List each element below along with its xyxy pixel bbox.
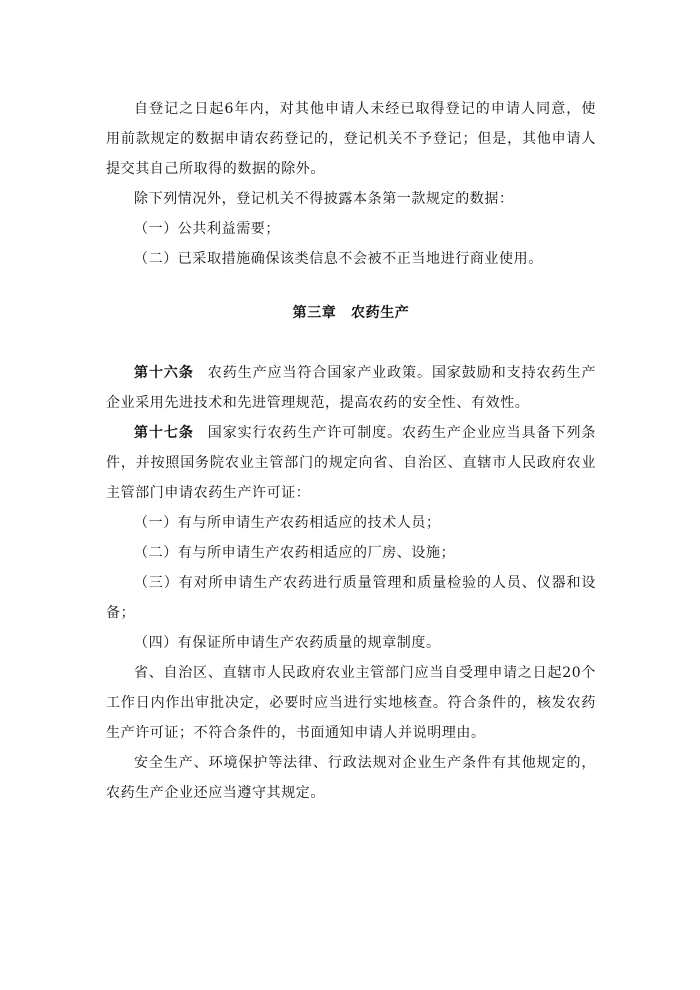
list-item-public-interest: （一）公共利益需要； <box>134 221 280 237</box>
list-item-technical-staff: （一）有与所申请生产农药相适应的技术人员； <box>134 515 441 531</box>
list-item-measures-taken: （二）已采取措施确保该类信息不会被不正当地进行商业使用。 <box>134 251 543 267</box>
list-item-facilities: （二）有与所申请生产农药相适应的厂房、设施； <box>134 545 456 561</box>
paragraph-data-protection: 自登记之日起6年内，对其他申请人未经已取得登记的申请人同意，使用前款规定的数据申请农药登记的，登记机关不予登记；但是，其他申请人提交其自己所取得的数据的除外。 <box>106 101 596 177</box>
list-item-rules: （四）有保证所申请生产农药质量的规章制度。 <box>134 635 441 651</box>
paragraph-other-regulations: 安全生产、环境保护等法律、行政法规对企业生产条件有其他规定的，农药生产企业还应当遵守其规定。 <box>106 755 596 801</box>
paragraph-disclosure-exceptions: 除下列情况外，登记机关不得披露本条第一款规定的数据： <box>134 191 514 207</box>
paragraph-approval-process: 省、自治区、直辖市人民政府农业主管部门应当自受理申请之日起20个工作日内作出审批决定，必要时应当进行实地核查。符合条件的，核发农药生产许可证；不符合条件的，书面通知申请人并说明理由。 <box>106 665 596 741</box>
article-16-label: 第十六条 <box>134 365 194 381</box>
article-16 <box>106 358 596 418</box>
article-17-label: 第十七条 <box>134 425 194 441</box>
article-17-text: 国家实行农药生产许可制度。农药生产企业应当具备下列条件，并按照国务院农业主管部门的规定向省、自治区、直辖市人民政府农业主管部门申请农药生产许可证： <box>106 425 596 501</box>
list-item-quality-management: （三）有对所申请生产农药进行质量管理和质量检验的人员、仪器和设备； <box>106 575 596 621</box>
chapter-heading: 第三章 农药生产 <box>292 305 410 321</box>
document-page <box>106 94 596 808</box>
article-16-text: 农药生产应当符合国家产业政策。国家鼓励和支持农药生产企业采用先进技术和先进管理规范，提高农药的安全性、有效性。 <box>106 365 596 411</box>
article-17 <box>106 418 596 508</box>
